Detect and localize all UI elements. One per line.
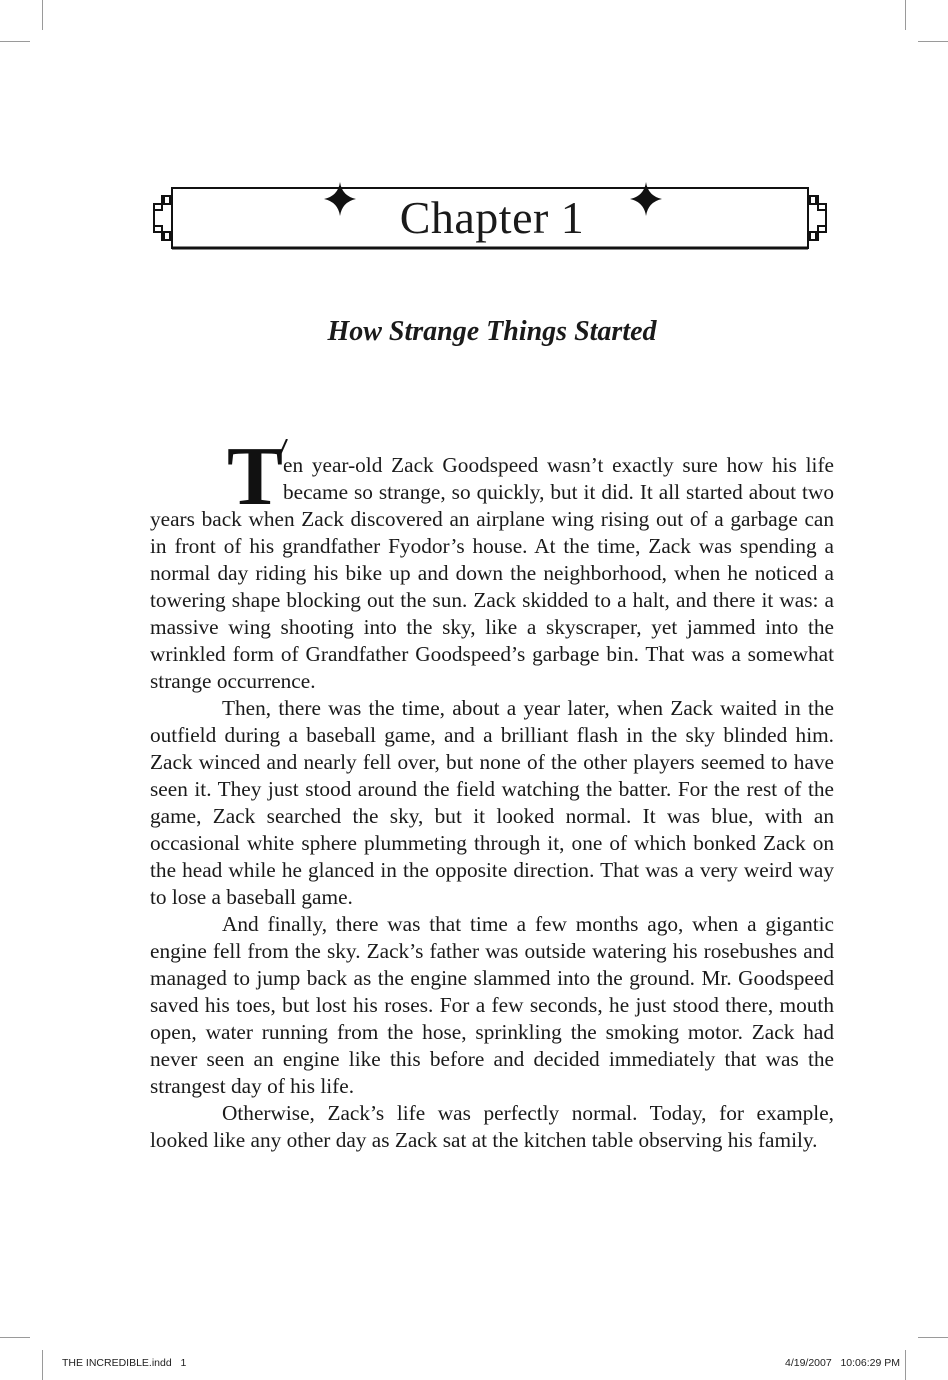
- paragraph: Then, there was the time, about a year later, when Zack waited in the outfield during a baseball game, and a brilliant flash in the sky blinded him. Zack winced and nearly fell over, but none of the other players seemed to have seen it. They just stood around the field watching the batter. For the rest of the game, Zack searched the sky, but it looked normal. It was blue, with an occasional white sphere plummeting through it, one of which bonked Zack on the head while he glanced in the opposite direction. That was a very weird way to lose a baseball game.: [150, 696, 834, 909]
- drop-cap: [150, 430, 283, 523]
- chapter-title: Chapter 1: [399, 192, 585, 243]
- crop-mark-top-right-horizontal: [918, 41, 948, 42]
- crop-mark-bottom-right-horizontal: [918, 1337, 948, 1338]
- slug-timestamp: 4/19/2007 10:06:29 PM: [784, 1357, 900, 1369]
- slug-file-name: THE INCREDIBLE.indd 1: [62, 1357, 187, 1369]
- four-point-star-icon: [630, 182, 662, 216]
- crop-mark-bottom-left-vertical: [42, 1350, 43, 1380]
- paragraph: [150, 430, 834, 695]
- chapter-heading: [148, 182, 836, 254]
- chapter-subtitle: How Strange Things Started: [327, 316, 657, 347]
- paragraph: Otherwise, Zack’s life was perfectly normal. Today, for example, looked like any other day as Zack sat at the kitchen table observing his family.: [150, 1101, 834, 1152]
- drop-cap-letter: T: [226, 430, 283, 523]
- paragraph-text: en year-old Zack Goodspeed wasn’t exactly sure how his life became so strange, so quickly, but it did. It all started about two years back when Zack discovered an airplane wing rising out of a garbage can in front of his grandfather Fyodor’s house. At the time, Zack was spending a normal day riding his bike up and down the neighborhood, when he noticed a towering shape blocking out the sun. Zack skidded to a halt, and there it was: a massive wing shooting into the sky, like a skyscraper, yet jammed into the wrinkled form of Grandfather Goodspeed’s garbage bin. That was a somewhat strange occurrence.: [150, 453, 834, 693]
- chapter-body: [150, 430, 834, 1154]
- drop-cap-flourish: [277, 439, 289, 459]
- crop-mark-top-right-vertical: [905, 0, 906, 30]
- crop-mark-bottom-right-vertical: [905, 1350, 906, 1380]
- paragraph: And finally, there was that time a few months ago, when a gigantic engine fell from the sky. Zack’s father was outside watering his rosebushes and managed to jump back as the engine slammed into the ground. Mr. Goodspeed saved his toes, but lost his roses. For a few seconds, he just stood there, mouth open, water running from the hose, sprinkling the smoking motor. Zack had never seen an engine like this before and decided immediately that was the strangest day of his life.: [150, 912, 834, 1098]
- crop-mark-top-left-vertical: [42, 0, 43, 30]
- crop-mark-top-left-horizontal: [0, 41, 30, 42]
- crop-mark-bottom-left-horizontal: [0, 1337, 30, 1338]
